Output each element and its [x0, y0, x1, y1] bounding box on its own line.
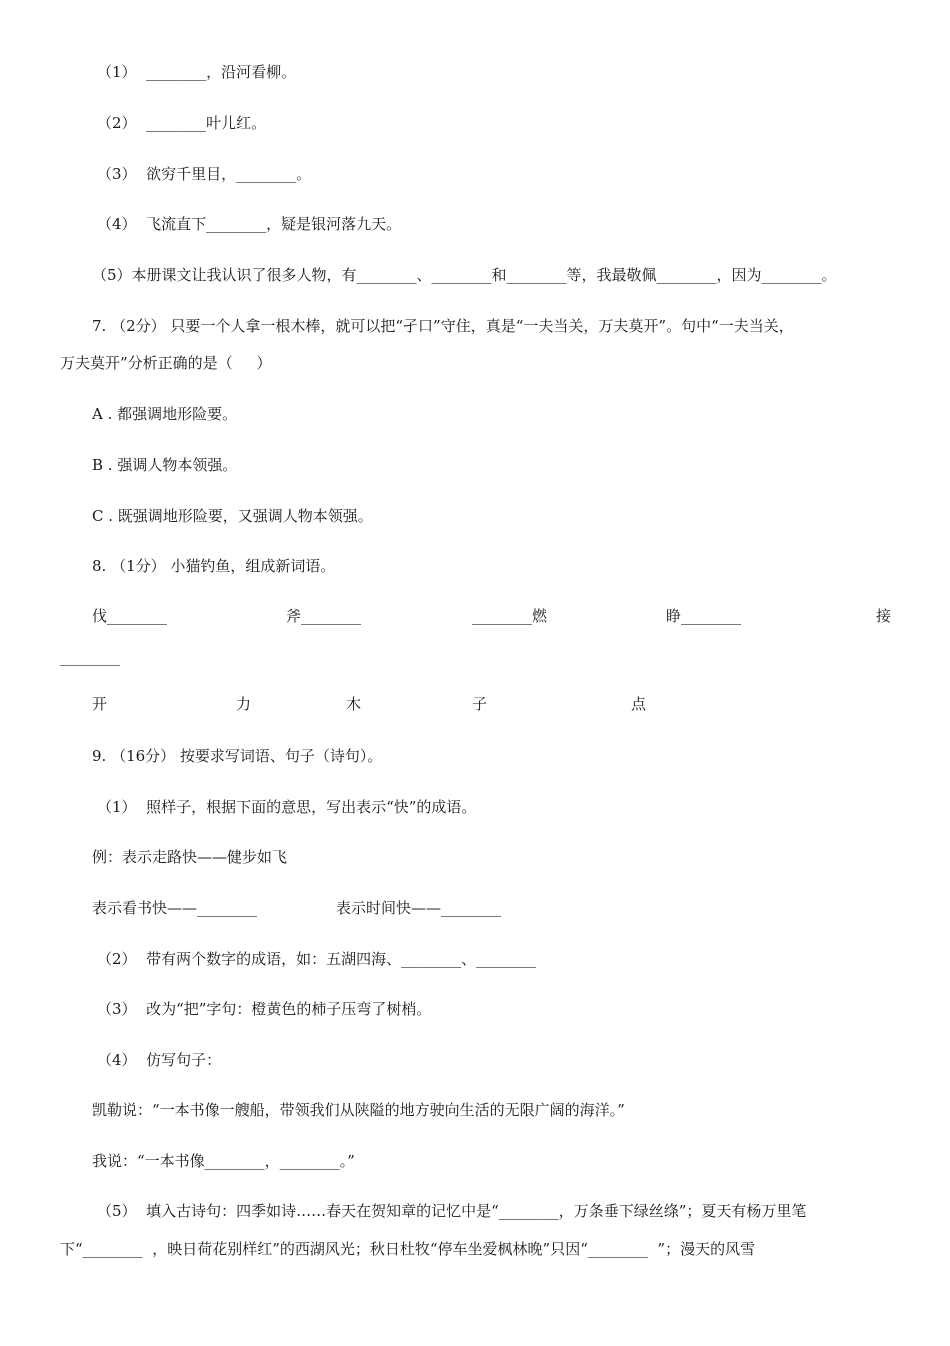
- choice-character: 开: [92, 695, 108, 713]
- my-sentence: 我说：“一本书像________，________。”: [92, 1152, 355, 1170]
- question-9-part-1-time: 表示时间快——________: [336, 899, 502, 917]
- question-9-part-1: （1） 照样子，根据下面的意思，写出表示“快”的成语。: [97, 798, 477, 816]
- fill-item-1: （1） ________，沿河看柳。: [97, 63, 297, 81]
- word-blank: 睁________: [666, 607, 742, 625]
- fill-item-2: （2） ________叶儿红。: [97, 114, 267, 132]
- fill-item-3: （3） 欲穷千里目，________。: [97, 165, 312, 183]
- fill-item-5: （5）本册课文让我认识了很多人物，有________、________和________等，我最敬佩________，因为________。: [92, 266, 837, 284]
- question-8-stem: 8. （1分） 小猫钓鱼，组成新词语。: [92, 557, 336, 575]
- word-blank-wrap: ________: [60, 648, 120, 666]
- keller-quote: 凯勒说：“一本书像一艘船，带领我们从陕隘的地方驶向生活的无限广阔的海洋。”: [92, 1101, 625, 1119]
- question-9-part-4: （4） 仿写句子：: [97, 1051, 222, 1069]
- question-9-part-5-line2: 下“________ ，映日荷花别样红”的西湖风光；秋日杜牧“停车坐爱枫林晚”只因“________ ”；漫天的风雪: [60, 1240, 756, 1258]
- choice-character: 木: [346, 695, 362, 713]
- question-7-stem-line1: 7. （2分） 只要一个人拿一根木棒，就可以把“孑口”守住，真是“一夫当关，万夫莫开”。句中“一夫当关，: [92, 317, 794, 335]
- word-blank: ________燃: [472, 607, 548, 625]
- question-9-example: 例：表示走路快——健步如飞: [92, 848, 288, 866]
- question-7-option-c[interactable]: C . 既强调地形险要，又强调人物本领强。: [92, 507, 373, 525]
- question-9-part-3: （3） 改为“把”字句：橙黄色的柿子压弯了树梢。: [97, 1000, 432, 1018]
- fill-item-4: （4） 飞流直下________，疑是银河落九天。: [97, 215, 402, 233]
- word-blank: 斧________: [286, 607, 362, 625]
- question-9-part-2: （2） 带有两个数字的成语，如：五湖四海、________、________: [97, 950, 537, 968]
- question-9-stem: 9. （16分） 按要求写词语、句子（诗句）。: [92, 747, 383, 765]
- question-9-part-1-reading: 表示看书快——________: [92, 899, 258, 917]
- choice-character: 力: [236, 695, 252, 713]
- question-7-option-b[interactable]: B . 强调人物本领强。: [92, 456, 238, 474]
- question-9-part-5-line1: （5） 填入古诗句：四季如诗……春天在贺知章的记忆中是“________，万条垂下绿丝绦”；夏天有杨万里笔: [97, 1202, 807, 1220]
- word-blank: 接: [876, 607, 892, 625]
- choice-character: 点: [631, 695, 647, 713]
- word-blank: 伐________: [92, 607, 168, 625]
- question-7-option-a[interactable]: A . 都强调地形险要。: [92, 405, 238, 423]
- choice-character: 子: [472, 695, 488, 713]
- question-7-stem-line2: 万夫莫开”分析正确的是（ ）: [60, 354, 272, 372]
